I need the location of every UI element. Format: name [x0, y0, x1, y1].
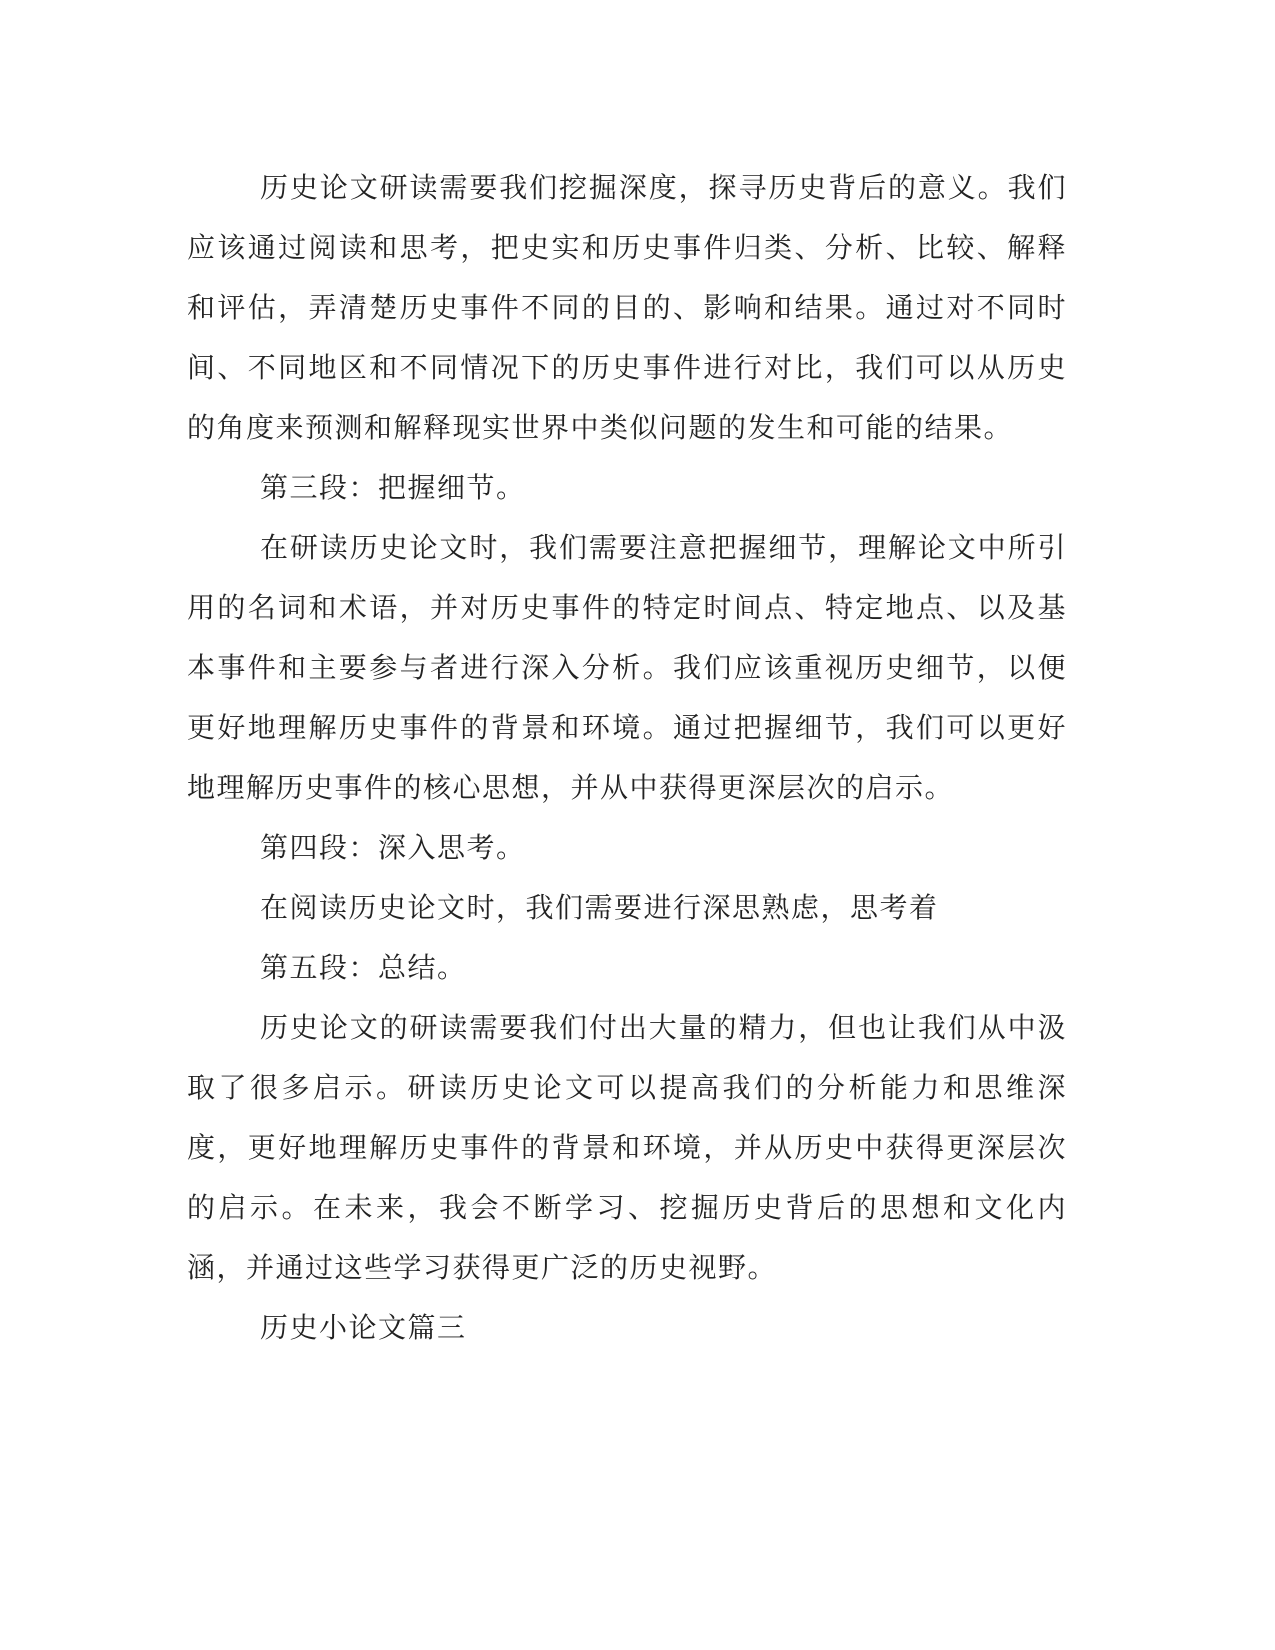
- paragraph-summary: 历史论文的研读需要我们付出大量的精力，但也让我们从中汲取了很多启示。研读历史论文可以提高我们的分析能力和思维深度，更好地理解历史事件的背景和环境，并从历史中获得更深层次的启示。在未来，我会不断学习、挖掘历史背后的思想和文化内涵，并通过这些学习获得更广泛的历史视野。: [187, 1011, 1067, 1284]
- section-heading-3: 第三段：把握细节。: [260, 471, 526, 504]
- paragraph-deep-thinking: 在阅读历史论文时，我们需要进行深思熟虑，思考着: [260, 891, 939, 924]
- section-heading-5: 第五段：总结。: [260, 951, 467, 984]
- paragraph-history-depth: 历史论文研读需要我们挖掘深度，探寻历史背后的意义。我们应该通过阅读和思考，把史实和历史事件归类、分析、比较、解释和评估，弄清楚历史事件不同的目的、影响和结果。通过对不同时间、不同地区和不同情况下的历史事件进行对比，我们可以从历史的角度来预测和解释现实世界中类似问题的发生和可能的结果。: [187, 171, 1067, 444]
- paragraph-grasp-details: 在研读历史论文时，我们需要注意把握细节，理解论文中所引用的名词和术语，并对历史事件的特定时间点、特定地点、以及基本事件和主要参与者进行深入分析。我们应该重视历史细节，以便更好地理解历史事件的背景和环境。通过把握细节，我们可以更好地理解历史事件的核心思想，并从中获得更深层次的启示。: [187, 531, 1067, 804]
- essay-title-part-3: 历史小论文篇三: [260, 1311, 467, 1344]
- section-heading-4: 第四段：深入思考。: [260, 831, 526, 864]
- document-body: [187, 158, 1067, 1358]
